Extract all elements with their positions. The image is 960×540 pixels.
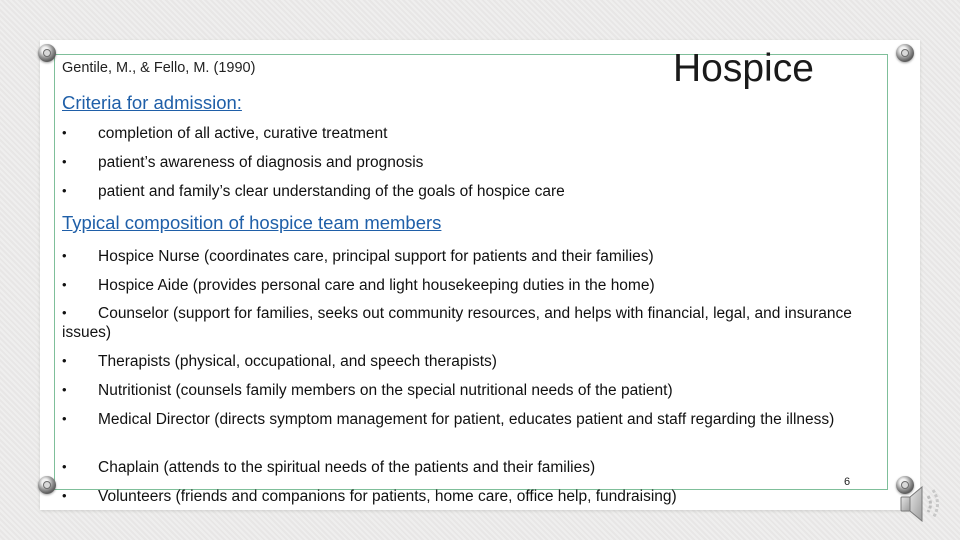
bullet-icon: • [62, 459, 67, 474]
bullet-icon: • [62, 488, 67, 503]
list-item [62, 123, 872, 143]
pin-icon [896, 44, 914, 62]
list-item [62, 457, 872, 477]
list-item [62, 486, 872, 506]
list-item-text: patient and family’s clear understanding of the goals of hospice care [98, 183, 565, 200]
list-item-text: Counselor (support for families, seeks out community resources, and helps with financial, legal, and insurance issues) [62, 305, 852, 341]
bullet-icon: • [62, 183, 67, 198]
bullet-icon: • [62, 248, 67, 263]
bullet-icon: • [62, 305, 67, 320]
slide-title: Hospice [673, 47, 814, 90]
list-item-text: Nutritionist (counsels family members on the special nutritional needs of the patient) [98, 382, 673, 399]
bullet-icon: • [62, 382, 67, 397]
list-item [62, 181, 872, 201]
list-item-text: Chaplain (attends to the spiritual needs of the patients and their families) [98, 459, 596, 476]
list-item-text: Volunteers (friends and companions for patients, home care, office help, fundraising) [98, 488, 677, 505]
section-heading-team: Typical composition of hospice team members [62, 212, 442, 233]
list-item-text: patient’s awareness of diagnosis and prognosis [98, 154, 424, 171]
list-item [62, 152, 872, 172]
speaker-icon[interactable] [896, 480, 952, 528]
bullet-icon: • [62, 411, 67, 426]
list-item [62, 275, 872, 295]
page-number: 6 [844, 476, 851, 488]
section-heading-admission: Criteria for admission: [62, 92, 242, 113]
citation: Gentile, M., & Fello, M. (1990) [62, 60, 256, 76]
list-item-text: Medical Director (directs symptom management for patient, educates patient and staff regarding the illness) [98, 411, 835, 428]
list-item-text: completion of all active, curative treatment [98, 125, 388, 142]
bullet-icon: • [62, 277, 67, 292]
list-item [62, 409, 872, 429]
bullet-icon: • [62, 125, 67, 140]
pin-icon [38, 476, 56, 494]
pin-icon [38, 44, 56, 62]
list-item [62, 246, 872, 266]
list-item [62, 380, 872, 400]
list-item-text: Hospice Nurse (coordinates care, principal support for patients and their families) [98, 248, 654, 265]
bullet-icon: • [62, 154, 67, 169]
list-item-text: Hospice Aide (provides personal care and light housekeeping duties in the home) [98, 277, 655, 294]
bullet-icon: • [62, 353, 67, 368]
list-item-text: Therapists (physical, occupational, and speech therapists) [98, 353, 497, 370]
list-item [62, 303, 872, 342]
list-item [62, 351, 872, 371]
